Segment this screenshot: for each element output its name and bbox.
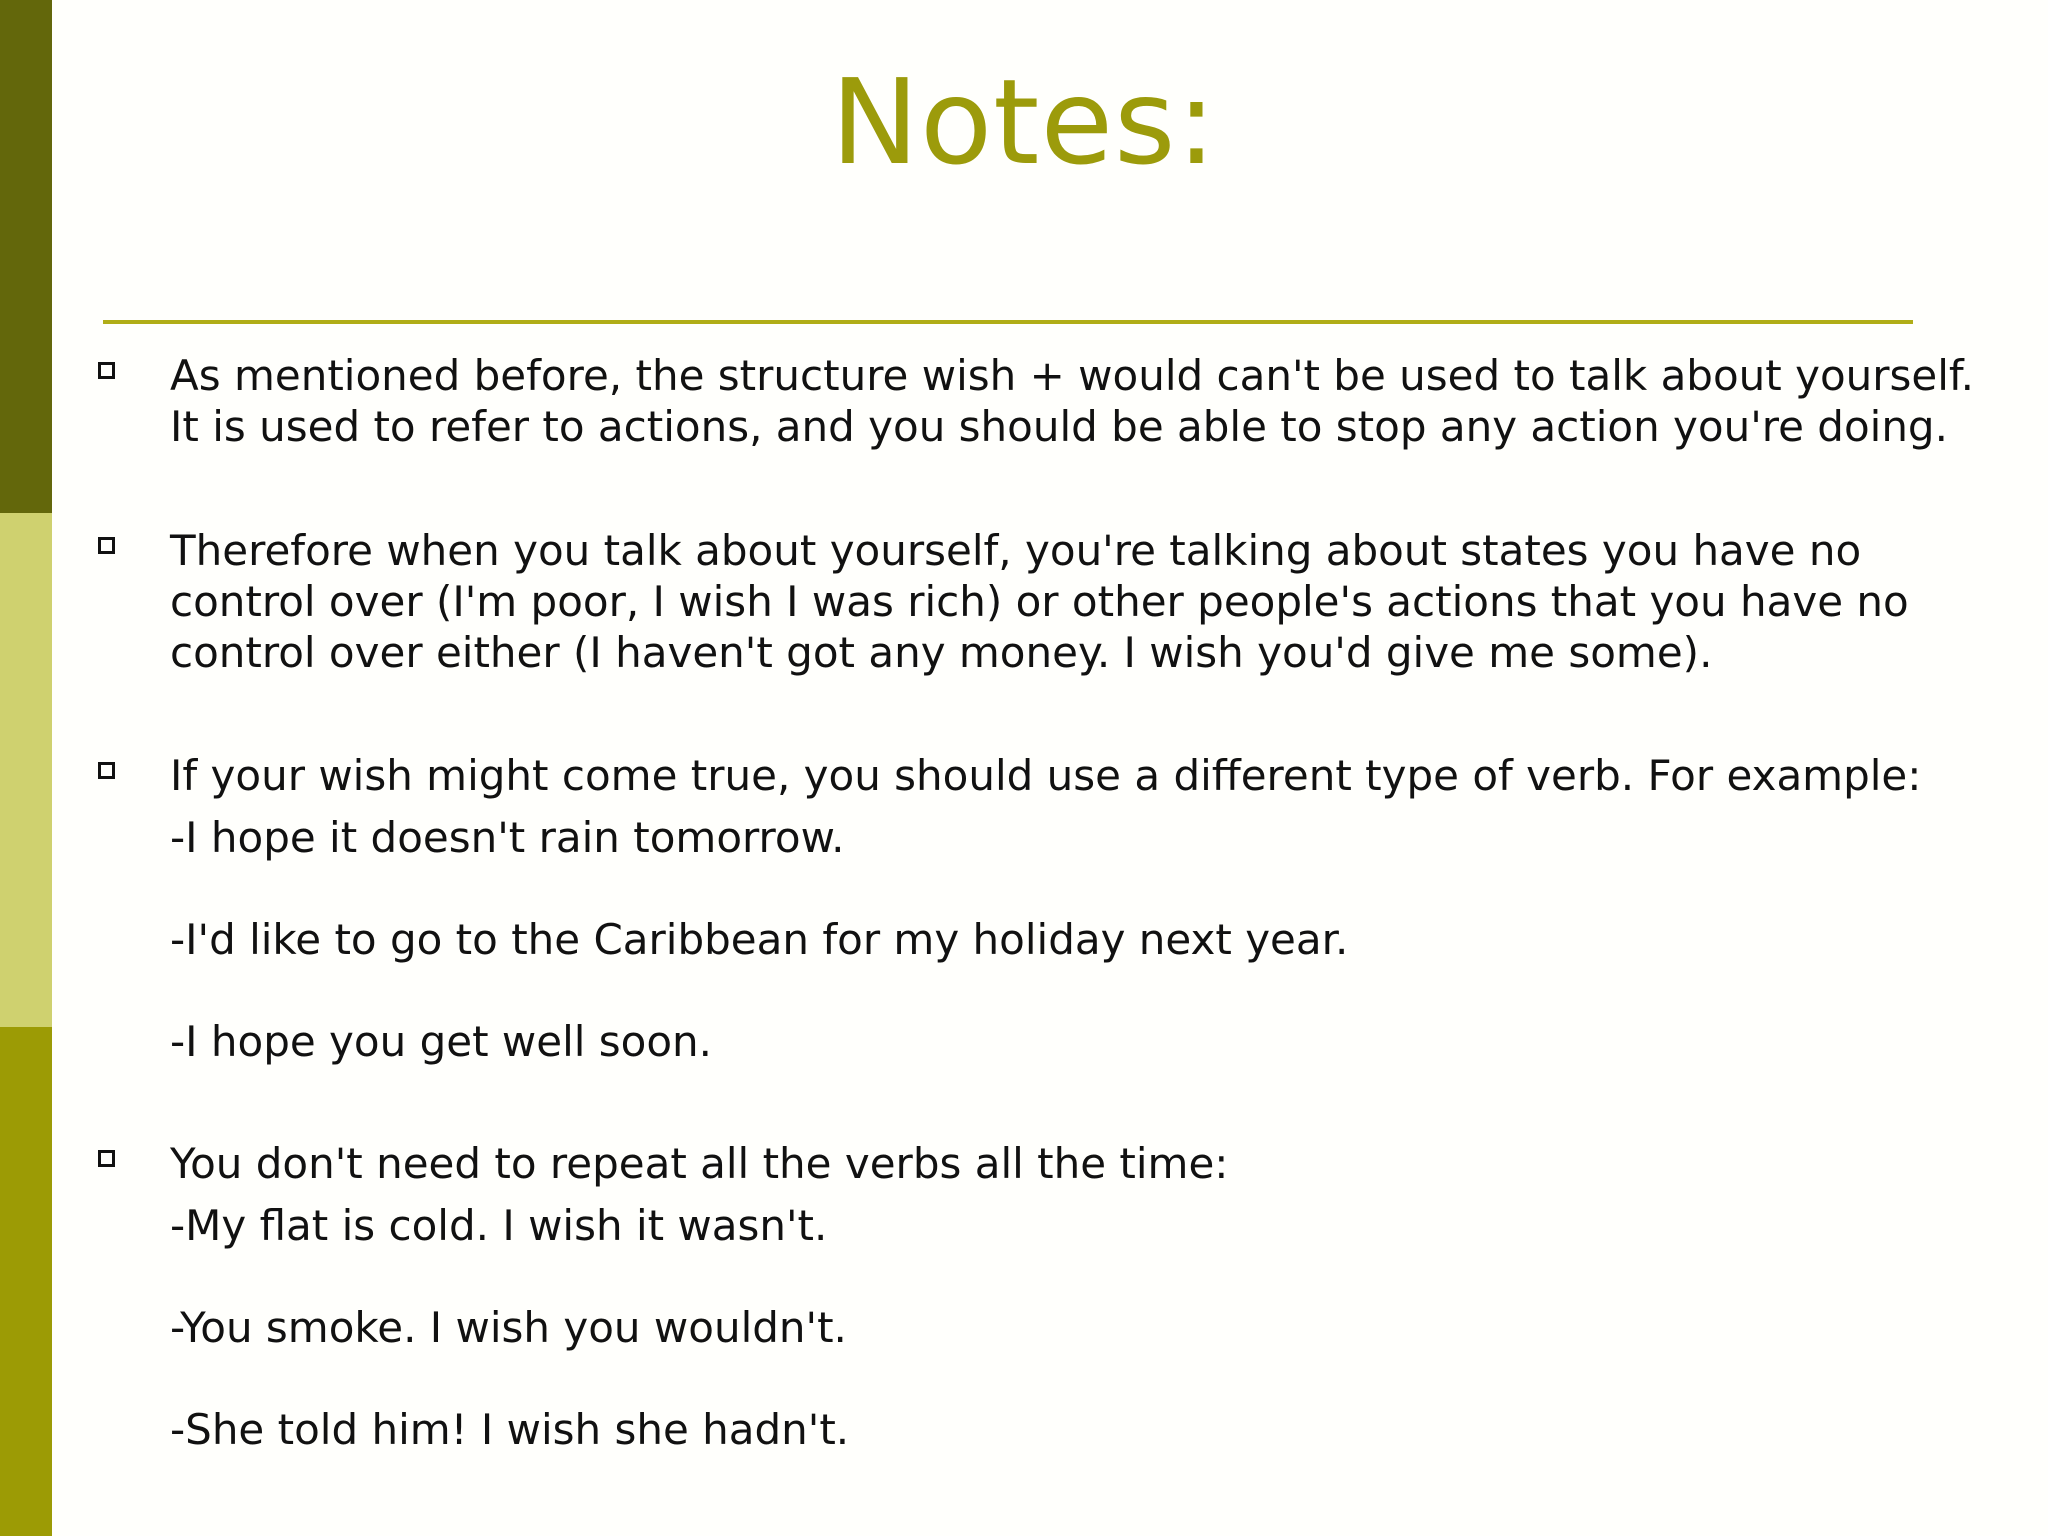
bullet-item-1: [170, 350, 2030, 452]
hollow-square-bullet-icon: [98, 762, 115, 779]
example-line: -My flat is cold. I wish it wasn't.: [170, 1201, 828, 1250]
bullet-item-2: [170, 525, 2030, 678]
hollow-square-bullet-icon: [98, 537, 115, 554]
bullet-line: It is used to refer to actions, and you should be able to stop any action you're doing.: [170, 402, 1948, 451]
bullet-line: You don't need to repeat all the verbs all the time:: [170, 1139, 1229, 1188]
example-line: -She told him! I wish she hadn't.: [170, 1405, 850, 1454]
left-accent-band-olive: [0, 1027, 52, 1536]
bullet-item-3: [170, 750, 2030, 801]
example-line: -I'd like to go to the Caribbean for my holiday next year.: [170, 915, 1349, 964]
title-divider: [103, 320, 1913, 324]
example-line: -You smoke. I wish you wouldn't.: [170, 1303, 847, 1352]
example-line: -I hope you get well soon.: [170, 1017, 713, 1066]
hollow-square-bullet-icon: [98, 1150, 115, 1167]
bullet-line: control over either (I haven't got any money. I wish you'd give me some).: [170, 628, 1713, 677]
bullet-item-4: [170, 1138, 2030, 1189]
left-accent-band-light: [0, 513, 52, 1027]
slide-title: Notes:: [830, 53, 1218, 191]
bullet-line: Therefore when you talk about yourself, you're talking about states you have no: [170, 526, 1862, 575]
bullet-line: As mentioned before, the structure wish + would can't be used to talk about yourself.: [170, 351, 1975, 400]
example-line: -I hope it doesn't rain tomorrow.: [170, 813, 845, 862]
bullet-line: If your wish might come true, you should use a different type of verb. For example:: [170, 751, 1922, 800]
hollow-square-bullet-icon: [98, 362, 115, 379]
bullet-line: control over (I'm poor, I wish I was rich) or other people's actions that you have no: [170, 577, 1909, 626]
